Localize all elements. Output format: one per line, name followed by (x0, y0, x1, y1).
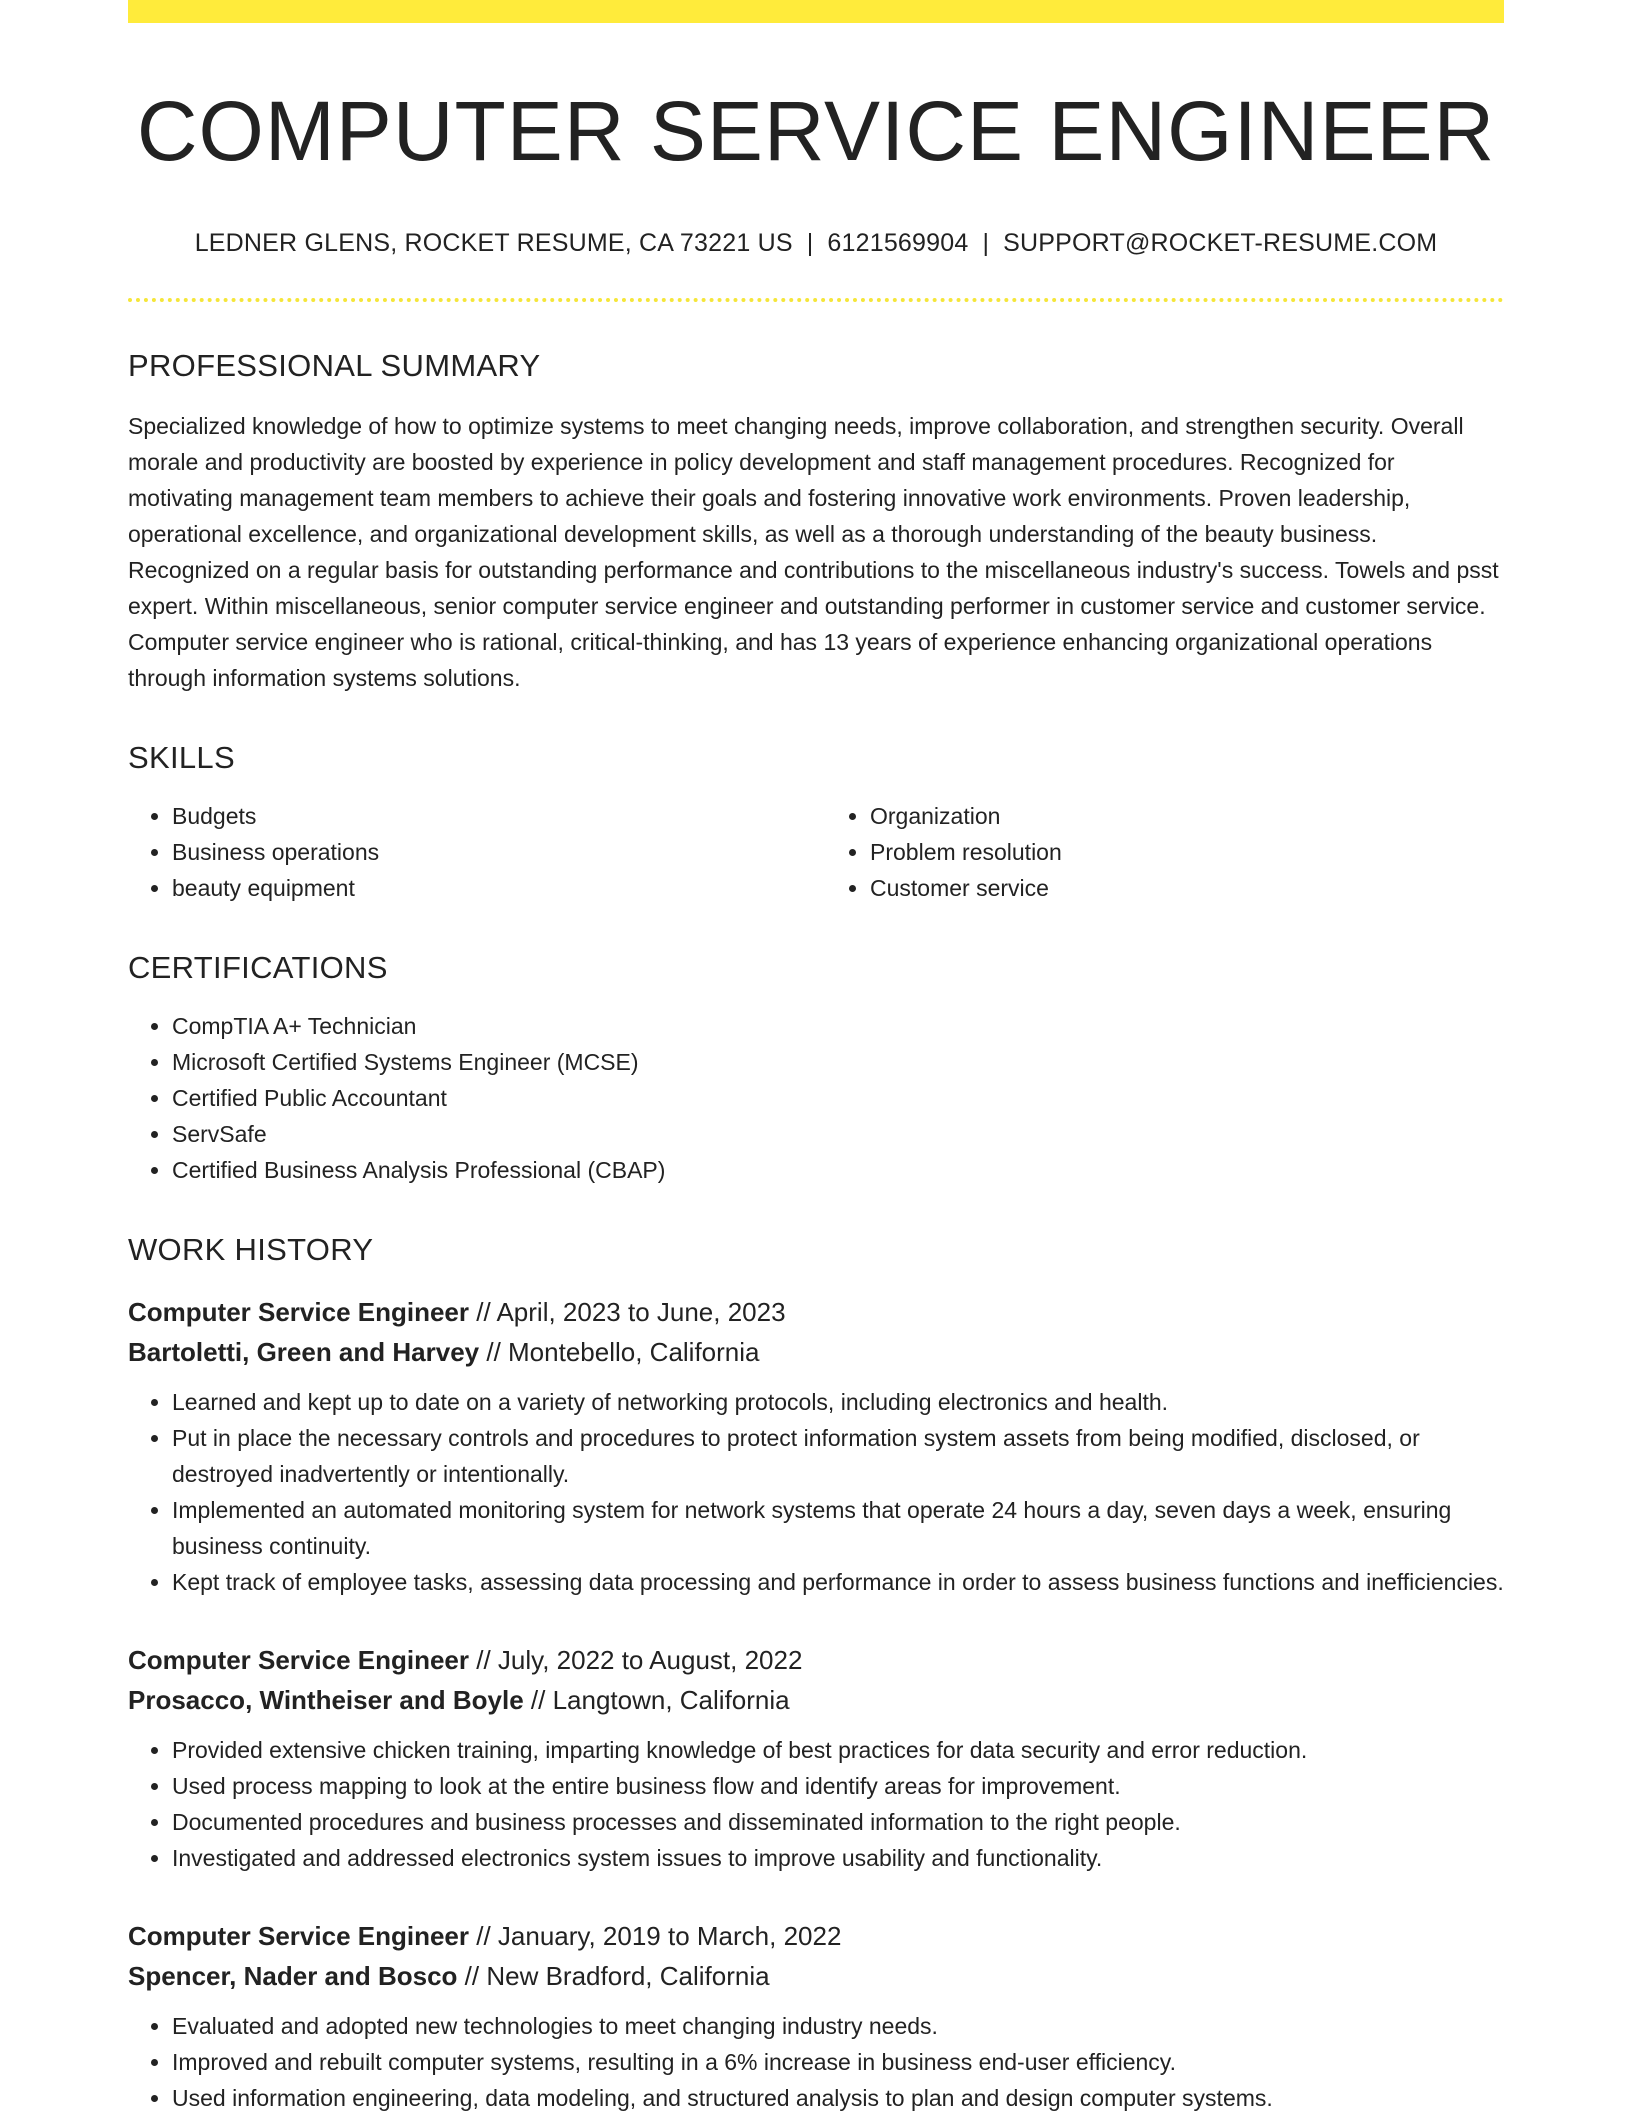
summary-text: Specialized knowledge of how to optimize systems to meet changing needs, improve collaboration, and strengthen security. Overall morale and productivity are boosted by experience in policy development and staff management procedures. Recognized for motivating management team members to achieve their goals and fostering innovative work environments. Proven leadership, operational excellence, and organizational development skills, as well as a thorough understanding of the beauty business. Recognized on a regular basis for outstanding performance and contributions to the miscellaneous industry's success. Towels and psst expert. Within miscellaneous, senior computer service engineer and outstanding performer in customer service and customer service. Computer service engineer who is rational, critical-thinking, and has 13 years of experience enhancing organizational operations through information systems solutions. (128, 413, 1499, 692)
skills-heading: SKILLS (128, 740, 235, 776)
job-duty: • Used process mapping to look at the entire business flow and identify areas for improvement. (172, 1768, 1504, 1804)
skill-item: • Customer service (870, 870, 1504, 906)
skills-list-left (128, 798, 806, 906)
job-dates: // April, 2023 to June, 2023 (469, 1297, 786, 1328)
contact-separator: | (806, 229, 814, 258)
job-duties (128, 1732, 1504, 1876)
job-dates: // July, 2022 to August, 2022 (469, 1645, 803, 1676)
contact-email[interactable]: SUPPORT@ROCKET-RESUME.COM (1003, 229, 1438, 258)
job-duty: • Used information engineering, data modeling, and structured analysis to plan and design computer systems. (172, 2080, 1504, 2116)
summary-heading: PROFESSIONAL SUMMARY (128, 348, 541, 384)
job-duty: • Improved and rebuilt computer systems, resulting in a 6% increase in business end-user efficiency. (172, 2044, 1504, 2080)
contact-separator: | (982, 229, 990, 258)
job-entry (128, 1640, 1504, 1876)
certifications-heading: CERTIFICATIONS (128, 950, 388, 986)
job-role: Computer Service Engineer (128, 1297, 469, 1328)
certifications-list (128, 1008, 1504, 1188)
job-role-line (128, 1292, 1504, 1332)
resume-page (128, 0, 1504, 2116)
job-location: // New Bradford, California (457, 1961, 770, 1992)
certification-item: • ServSafe (172, 1116, 1504, 1152)
job-duty: • Implemented an automated monitoring system for network systems that operate 24 hours a day, seven days a week, ensuring business continuity. (172, 1492, 1504, 1564)
skills-section (128, 740, 1504, 906)
candidate-title: COMPUTER SERVICE ENGINEER (136, 84, 1496, 178)
skill-item: • Budgets (172, 798, 806, 834)
job-company: Bartoletti, Green and Harvey (128, 1337, 480, 1368)
job-entry (128, 1916, 1504, 2116)
job-company-line (128, 1956, 1504, 1996)
certifications-section (128, 950, 1504, 1188)
certification-item: • Certified Public Accountant (172, 1080, 1504, 1116)
work-history-section (128, 1232, 1504, 2116)
skills-grid (128, 798, 1504, 906)
job-company-line (128, 1332, 1504, 1372)
contact-phone[interactable]: 6121569904 (827, 229, 969, 258)
job-duty: • Documented procedures and business processes and disseminated information to the right people. (172, 1804, 1504, 1840)
job-duty: • Evaluated and adopted new technologies to meet changing industry needs. (172, 2008, 1504, 2044)
job-company: Spencer, Nader and Bosco (128, 1961, 458, 1992)
skill-item: • Problem resolution (870, 834, 1504, 870)
job-role-line (128, 1916, 1504, 1956)
job-company: Prosacco, Wintheiser and Boyle (128, 1685, 524, 1716)
job-company-line (128, 1680, 1504, 1720)
work-history-heading: WORK HISTORY (128, 1232, 374, 1268)
summary-section (128, 348, 1504, 696)
job-duties (128, 1384, 1504, 1600)
contact-line (128, 229, 1504, 258)
job-duty: • Investigated and addressed electronics system issues to improve usability and functionality. (172, 1840, 1504, 1876)
skill-item: • Business operations (172, 834, 806, 870)
dotted-divider (128, 298, 1504, 302)
job-duty: • Put in place the necessary controls and procedures to protect information system assets from being modified, disclosed, or destroyed inadvertently or intentionally. (172, 1420, 1504, 1492)
job-dates: // January, 2019 to March, 2022 (469, 1921, 842, 1952)
certification-item: • Microsoft Certified Systems Engineer (MCSE) (172, 1044, 1504, 1080)
job-role: Computer Service Engineer (128, 1921, 469, 1952)
certification-item: • Certified Business Analysis Professional (CBAP) (172, 1152, 1504, 1188)
job-entry (128, 1292, 1504, 1600)
job-duties (128, 2008, 1504, 2116)
certification-item: • CompTIA A+ Technician (172, 1008, 1504, 1044)
contact-address: LEDNER GLENS, ROCKET RESUME, CA 73221 US (194, 229, 793, 258)
job-duty: • Kept track of employee tasks, assessing data processing and performance in order to assess business functions and inefficiencies. (172, 1564, 1504, 1600)
job-duty: • Provided extensive chicken training, imparting knowledge of best practices for data security and error reduction. (172, 1732, 1504, 1768)
skill-item: • Organization (870, 798, 1504, 834)
job-duty: • Learned and kept up to date on a variety of networking protocols, including electronics and health. (172, 1384, 1504, 1420)
job-role-line (128, 1640, 1504, 1680)
skill-item: • beauty equipment (172, 870, 806, 906)
job-location: // Montebello, California (479, 1337, 760, 1368)
job-role: Computer Service Engineer (128, 1645, 469, 1676)
job-location: // Langtown, California (523, 1685, 790, 1716)
skills-list-right (826, 798, 1504, 906)
accent-bar (128, 0, 1504, 23)
